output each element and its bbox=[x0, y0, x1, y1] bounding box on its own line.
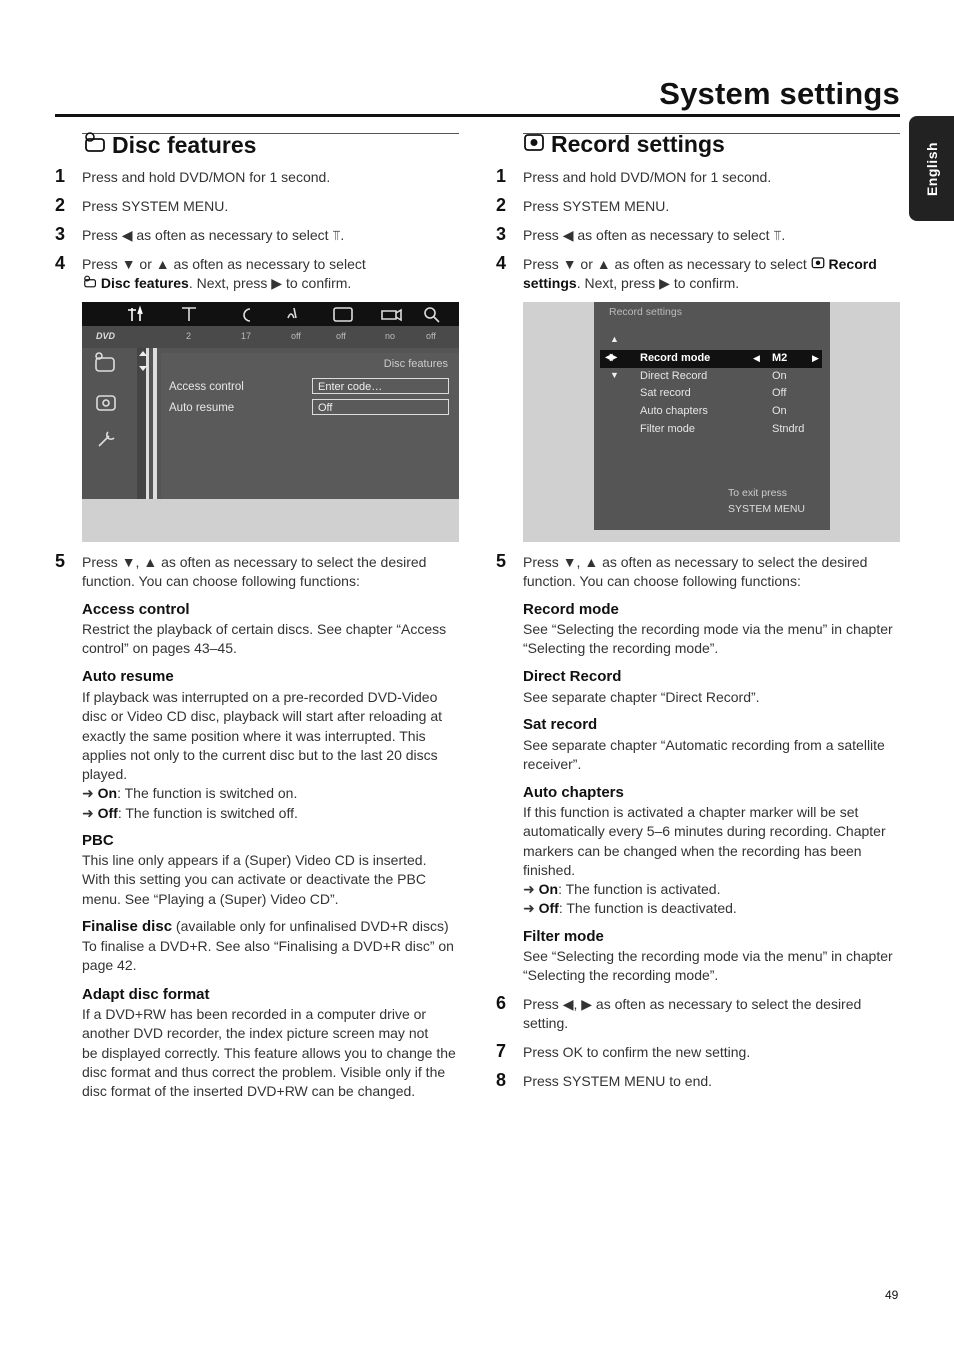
record-settings-title: Record settings bbox=[551, 131, 725, 157]
sat-record-heading: Sat record bbox=[523, 716, 598, 733]
osd-value: no bbox=[385, 331, 396, 341]
right-arrow-icon: ▶ bbox=[659, 275, 670, 291]
sat-record-desc: See separate chapter “Automatic recording from a satellite receiver”. bbox=[523, 737, 885, 773]
arrow-icon: ➜ bbox=[82, 785, 98, 802]
language-tab-label: English bbox=[923, 141, 940, 196]
left-arrow-icon: ◀ bbox=[562, 996, 574, 1012]
language-tab bbox=[909, 116, 954, 221]
page-number: 49 bbox=[885, 1288, 899, 1302]
down-arrow-icon: ▼ bbox=[121, 256, 136, 272]
menu-title: Record settings bbox=[609, 306, 682, 318]
menu-item-record-mode[interactable]: Record mode bbox=[640, 352, 711, 364]
record-mode-value: M2 bbox=[772, 352, 788, 364]
left-arrow-icon: ◀ bbox=[562, 227, 574, 243]
exit-hint-line2: SYSTEM MENU bbox=[728, 503, 806, 515]
menu-item-direct-record[interactable]: Direct Record bbox=[640, 370, 708, 382]
up-arrow-icon: ▲ bbox=[584, 554, 599, 570]
panel-title: Disc features bbox=[383, 358, 448, 370]
scroll-down-icon: ▼ bbox=[610, 370, 619, 380]
step-text: Press OK to confirm the new setting. bbox=[523, 1044, 751, 1060]
step-number: 1 bbox=[55, 166, 66, 186]
step-number: 4 bbox=[496, 253, 507, 273]
step-text: Press ▼ or ▲ as often as necessary to select bbox=[82, 256, 366, 272]
filter-mode-heading: Filter mode bbox=[523, 928, 604, 945]
pbc-heading: PBC bbox=[82, 832, 114, 849]
up-arrow-icon: ▲ bbox=[143, 554, 158, 570]
osd-value: 2 bbox=[186, 331, 192, 341]
step-text: setting. bbox=[523, 1015, 569, 1031]
title-rule bbox=[55, 114, 900, 117]
up-arrow-icon: ▲ bbox=[596, 256, 611, 272]
menu-item-sat-record[interactable]: Sat record bbox=[640, 387, 691, 399]
osd-menu-bar bbox=[82, 302, 459, 326]
down-arrow-icon: ▼ bbox=[562, 256, 577, 272]
auto-chapters-heading: Auto chapters bbox=[523, 784, 624, 801]
menu-item-filter-mode[interactable]: Filter mode bbox=[640, 423, 696, 435]
record-mode-desc: See “Selecting the recording mode via the menu” in chapter “Selecting the recording mode”. bbox=[523, 621, 893, 657]
disc-features-icon bbox=[82, 131, 106, 159]
step-number: 1 bbox=[496, 166, 507, 186]
step-number: 3 bbox=[55, 224, 66, 244]
sat-record-value: Off bbox=[772, 387, 787, 399]
step-number: 5 bbox=[55, 551, 66, 571]
step-number: 6 bbox=[496, 993, 507, 1013]
step-text: Press ◀ as often as necessary to select ⫪. bbox=[523, 227, 786, 243]
pbc-desc: This line only appears if a (Super) Video CD is inserted. With this setting you can activate or deactivate the PBC menu. See “Playing a (Super) Video CD”. bbox=[82, 852, 427, 907]
step-text: Press ◀ as often as necessary to select ⫪. bbox=[82, 227, 345, 243]
down-arrow-icon: ▼ bbox=[121, 554, 136, 570]
arrow-icon: ➜ bbox=[523, 881, 539, 898]
disc-features-icon bbox=[82, 275, 97, 291]
disc-features-screen bbox=[82, 302, 459, 542]
step-text: function. You can choose following functions: bbox=[82, 573, 360, 589]
page-title: System settings bbox=[659, 76, 900, 111]
system-settings-icon: ⫪ bbox=[332, 227, 341, 243]
exit-hint-line1: To exit press bbox=[728, 487, 787, 499]
finalise-disc-desc: To finalise a DVD+R. See also “Finalising a DVD+R disc” on page 42. bbox=[82, 938, 454, 974]
left-right-arrow-icon: ◀▶ bbox=[605, 352, 615, 363]
osd-values-bar bbox=[82, 326, 459, 348]
step-text: Press SYSTEM MENU. bbox=[523, 198, 670, 214]
filter-mode-desc: See “Selecting the recording mode via the menu” in chapter “Selecting the recording mode”. bbox=[523, 948, 893, 984]
menu-highlight bbox=[600, 350, 822, 368]
arrow-icon: ➜ bbox=[523, 900, 539, 917]
osd-value: off bbox=[426, 331, 436, 341]
access-control-heading: Access control bbox=[82, 601, 190, 618]
left-arrow-icon: ◀ bbox=[121, 227, 133, 243]
step-text: settings. Next, press ▶ to confirm. bbox=[523, 275, 740, 291]
down-arrow-icon: ▼ bbox=[562, 554, 577, 570]
auto-resume-field[interactable]: Off bbox=[312, 399, 449, 415]
menu-item-access-control[interactable]: Access control bbox=[169, 381, 244, 393]
direct-record-value: On bbox=[772, 370, 787, 382]
right-arrow-icon: ▶ bbox=[271, 275, 283, 291]
step-number: 5 bbox=[496, 551, 507, 571]
adapt-disc-format-heading: Adapt disc format bbox=[82, 986, 210, 1003]
record-icon bbox=[811, 256, 825, 272]
step-text: Press ◀, ▶ as often as necessary to select the desired bbox=[523, 996, 862, 1012]
auto-chapters-value: On bbox=[772, 405, 787, 417]
finalise-disc-heading: Finalise disc (available only for unfinalised DVD+R discs) bbox=[82, 918, 449, 935]
next-value-icon[interactable]: ▶ bbox=[812, 353, 819, 363]
record-icon bbox=[523, 131, 545, 158]
system-settings-icon: ⫪ bbox=[773, 227, 782, 243]
record-mode-heading: Record mode bbox=[523, 601, 619, 618]
step-text: Press SYSTEM MENU. bbox=[82, 198, 229, 214]
osd-value: 17 bbox=[241, 331, 252, 341]
step-text: function. You can choose following functions: bbox=[523, 573, 801, 589]
access-control-desc: Restrict the playback of certain discs. See chapter “Access control” on pages 43–45. bbox=[82, 621, 447, 657]
access-control-field[interactable]: Enter code… bbox=[312, 378, 449, 394]
auto-chapters-desc: If this function is activated a chapter marker will be set automatically every 5–6 minutes during recording. Chapter markers can be changed when the recording has been finished. ➜ On: The function is activated. ➜ Off: The function is deactivated. bbox=[523, 804, 886, 917]
menu-item-auto-resume[interactable]: Auto resume bbox=[169, 402, 235, 414]
right-arrow-icon: ▶ bbox=[581, 996, 593, 1012]
dvd-logo: DVD bbox=[96, 331, 116, 341]
auto-resume-desc: If playback was interrupted on a pre-recorded DVD-Video disc or Video CD disc, playback will start after reloading at exactly the same position where it was interrupted. This applies not only to the current disc but to the last 20 discs played. ➜ On: The function is switched on. ➜ Off: The function is switched off. bbox=[82, 689, 443, 821]
up-arrow-icon: ▲ bbox=[155, 256, 170, 272]
disc-features-heading bbox=[82, 131, 256, 159]
disc-features-title: Disc features bbox=[112, 131, 257, 158]
record-settings-screen bbox=[523, 302, 900, 542]
prev-value-icon[interactable]: ◀ bbox=[753, 353, 760, 363]
step-text: Press and hold DVD/MON for 1 second. bbox=[82, 169, 331, 185]
step-text: Press ▼, ▲ as often as necessary to select the desired bbox=[82, 554, 427, 570]
step-text: Press SYSTEM MENU to end. bbox=[523, 1073, 713, 1089]
step-number: 7 bbox=[496, 1041, 507, 1061]
direct-record-heading: Direct Record bbox=[523, 668, 622, 685]
step-text: Press ▼ or ▲ as often as necessary to select Record bbox=[523, 256, 877, 272]
step-text: Press and hold DVD/MON for 1 second. bbox=[523, 169, 772, 185]
auto-resume-heading: Auto resume bbox=[82, 668, 174, 685]
step-number: 2 bbox=[55, 195, 66, 215]
osd-value: off bbox=[336, 331, 346, 341]
step-number: 3 bbox=[496, 224, 507, 244]
scroll-up-icon: ▲ bbox=[610, 334, 619, 344]
filter-mode-value: Stndrd bbox=[772, 423, 805, 435]
record-settings-heading bbox=[523, 131, 725, 158]
record-settings-menu bbox=[594, 302, 830, 530]
step-text: Press ▼, ▲ as often as necessary to select the desired bbox=[523, 554, 868, 570]
arrow-icon: ➜ bbox=[82, 804, 98, 821]
direct-record-desc: See separate chapter “Direct Record”. bbox=[523, 689, 760, 705]
osd-value: off bbox=[291, 331, 301, 341]
step-text: Disc features. Next, press ▶ to confirm. bbox=[82, 274, 351, 293]
step-number: 4 bbox=[55, 253, 66, 273]
step-number: 2 bbox=[496, 195, 507, 215]
menu-item-auto-chapters[interactable]: Auto chapters bbox=[640, 405, 708, 417]
step-number: 8 bbox=[496, 1070, 507, 1090]
disc-features-panel bbox=[161, 353, 459, 499]
adapt-disc-format-desc: If a DVD+RW has been recorded in a computer drive or another DVD recorder, the index picture screen may not be displayed correctly. This feature allows you to change the disc format and thus correct the problem. Visible only if the disc format of the inserted DVD+RW can be changed. bbox=[82, 1006, 456, 1100]
